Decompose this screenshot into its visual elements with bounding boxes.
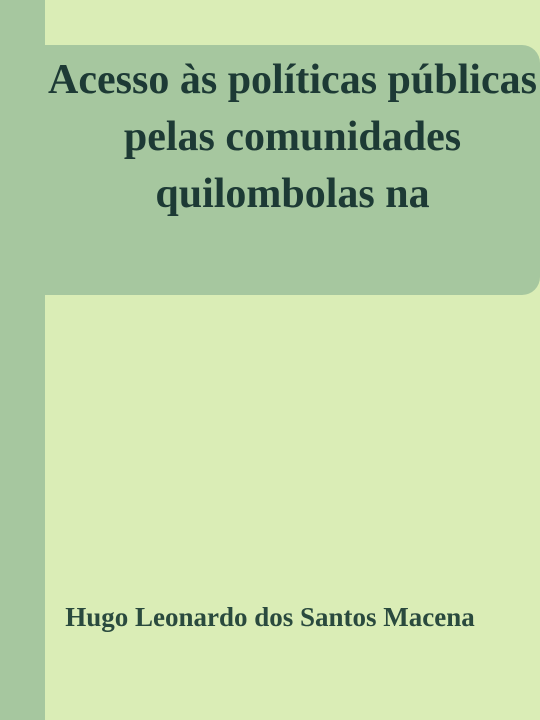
book-title: Acesso às políticas públicas pelas comunidades quilombolas na [48,57,537,217]
cover-spine-stripe [0,0,45,720]
book-author: Hugo Leonardo dos Santos Macena [65,602,475,632]
